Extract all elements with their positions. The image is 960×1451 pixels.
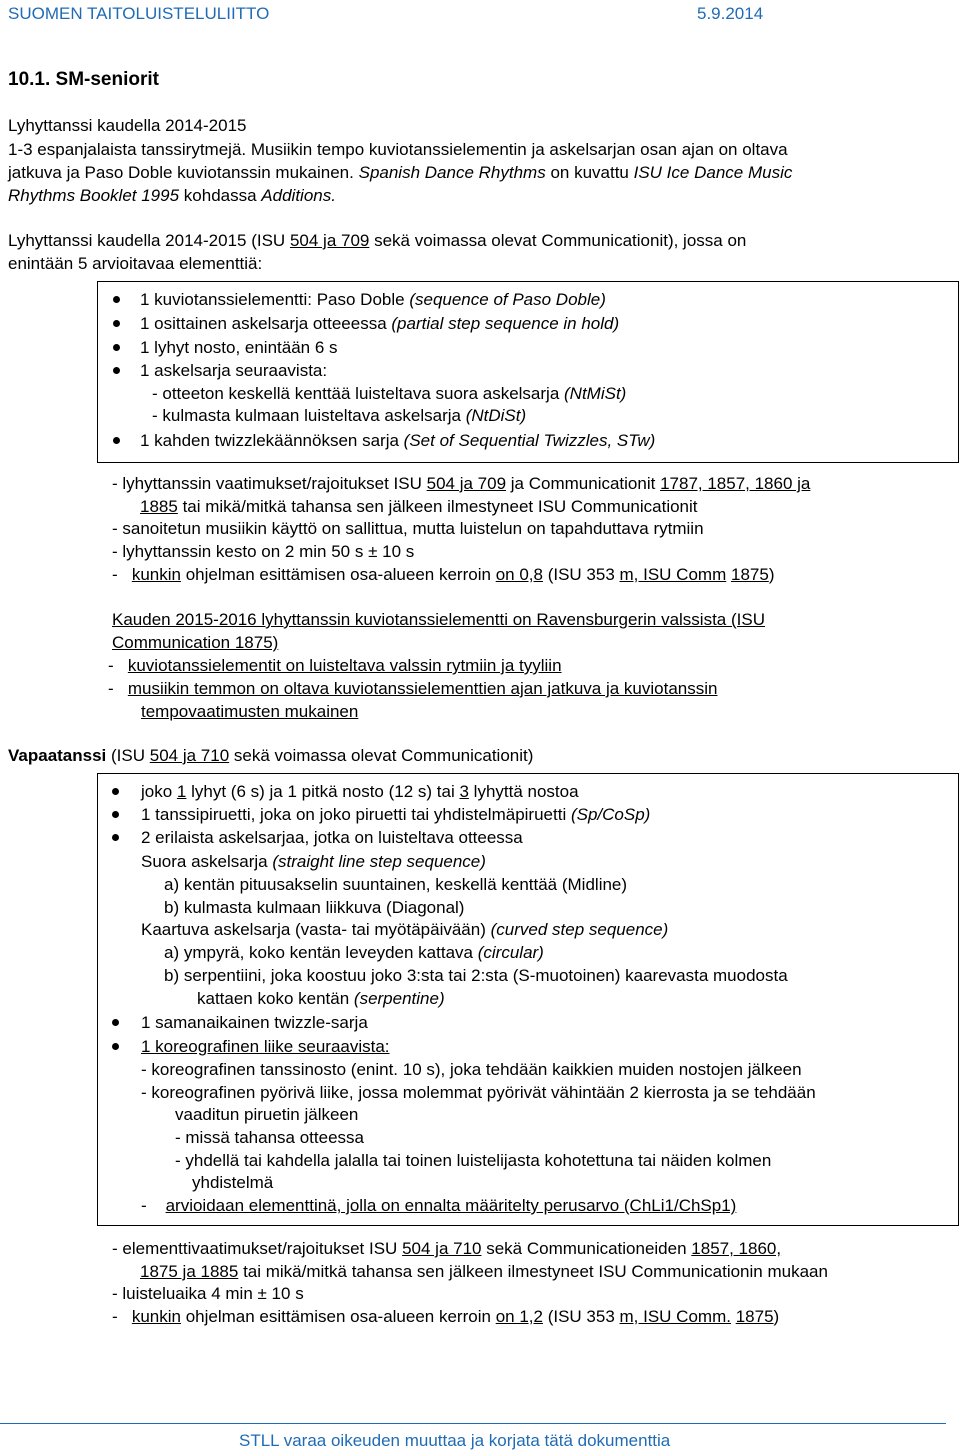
sd-item-5: 1 kahden twizzlekäännöksen sarja (Set of Sequential Twizzles, STw) — [140, 431, 656, 450]
fd-line-1: joko 1 lyhyt (6 s) ja 1 pitkä nosto (12 s) tai 3 lyhyttä nostoa — [141, 782, 579, 801]
sd-item-3: 1 lyhyt nosto, enintään 6 s — [140, 338, 338, 357]
bullet-icon — [112, 788, 119, 795]
sd-paragraph-1: Lyhyttanssi kaudella 2014-2015 (ISU 504 ja 709 sekä voimassa olevat Communicationit), jossa on — [8, 231, 747, 250]
sd-sub-1: - otteeton keskellä kenttää luisteltava suora askelsarja (NtMiSt) — [152, 384, 627, 403]
sd-sub-2: - kulmasta kulmaan luisteltava askelsarja (NtDiSt) — [152, 406, 527, 425]
intro-line-4: Rhythms Booklet 1995 kohdassa Additions. — [8, 186, 336, 205]
next-line-2: Communication 1875) — [112, 633, 279, 652]
fd-line-18: yhdistelmä — [192, 1173, 274, 1192]
next-line-3: - kuviotanssielementit on luisteltava valssin rytmiin ja tyyliin — [108, 656, 562, 675]
fd-line-4: Suora askelsarja (straight line step sequence) — [141, 852, 486, 871]
fd-line-5: a) kentän pituusakselin suuntainen, keskellä kenttää (Midline) — [164, 875, 628, 894]
fd-heading: Vapaatanssi (ISU 504 ja 710 sekä voimassa olevat Communicationit) — [8, 746, 534, 765]
bullet-icon — [113, 367, 120, 374]
fd-line-10: kattaen koko kentän (serpentine) — [197, 989, 445, 1008]
sd-paragraph-2: enintään 5 arvioitavaa elementtiä: — [8, 254, 263, 273]
bullet-icon — [112, 834, 119, 841]
intro-line-1: Lyhyttanssi kaudella 2014-2015 — [8, 116, 247, 135]
intro-line-2: 1-3 espanjalaista tanssirytmejä. Musiikin tempo kuviotanssielementin ja askelsarjan osan ajan on oltava — [8, 140, 788, 159]
req-line-1: - lyhyttanssin vaatimukset/rajoitukset ISU 504 ja 709 ja Communicationit 1787, 1857, 1860 ja — [112, 474, 811, 493]
fd-line-2: 1 tanssipiruetti, joka on joko piruetti tai yhdistelmäpiruetti (Sp/CoSp) — [141, 805, 651, 824]
bullet-icon — [113, 296, 120, 303]
sd-item-2: 1 osittainen askelsarja otteeessa (partial step sequence in hold) — [140, 314, 620, 333]
req-line-5: - kunkin ohjelman esittämisen osa-alueen kerroin on 0,8 (ISU 353 m, ISU Comm 1875) — [112, 565, 775, 584]
fdreq-line-1: - elementtivaatimukset/rajoitukset ISU 504 ja 710 sekä Communicationeiden 1857, 1860, — [112, 1239, 782, 1258]
next-line-4: - musiikin temmon on oltava kuviotanssielementtien ajan jatkuva ja kuviotanssin — [108, 679, 718, 698]
fdreq-line-2: 1875 ja 1885 tai mikä/mitkä tahansa sen jälkeen ilmestyneet ISU Communicationin mukaan — [140, 1262, 828, 1281]
intro-line-3: jatkuva ja Paso Doble kuviotanssin mukainen. Spanish Dance Rhythms on kuvattu ISU Ice Dance Music — [8, 163, 793, 182]
header-date: 5.9.2014 — [697, 4, 764, 23]
req-line-4: - lyhyttanssin kesto on 2 min 50 s ± 10 s — [112, 542, 415, 561]
header-org: SUOMEN TAITOLUISTELULIITTO — [8, 4, 270, 23]
fd-line-15: vaaditun piruetin jälkeen — [175, 1105, 359, 1124]
fdreq-line-3: - luisteluaika 4 min ± 10 s — [112, 1284, 304, 1303]
fd-line-9: b) serpentiini, joka koostuu joko 3:sta tai 2:sta (S-muotoinen) kaarevasta muodosta — [164, 966, 788, 985]
bullet-icon — [112, 811, 119, 818]
fdreq-line-4: - kunkin ohjelman esittämisen osa-alueen kerroin on 1,2 (ISU 353 m, ISU Comm. 1875) — [112, 1307, 780, 1326]
fd-line-6: b) kulmasta kulmaan liikkuva (Diagonal) — [164, 898, 465, 917]
section-title: 10.1. SM-seniorit — [8, 69, 159, 90]
fd-line-7: Kaartuva askelsarja (vasta- tai myötäpäivään) (curved step sequence) — [141, 920, 669, 939]
fd-line-16: - missä tahansa otteessa — [175, 1128, 364, 1147]
fd-line-12: 1 koreografinen liike seuraavista: — [141, 1037, 390, 1056]
fd-line-14: - koreografinen pyörivä liike, jossa molemmat pyörivät vähintään 2 kierrosta ja se tehdään — [141, 1083, 816, 1102]
bullet-icon — [113, 320, 120, 327]
bullet-icon — [112, 1019, 119, 1026]
fd-line-3: 2 erilaista askelsarjaa, jotka on luisteltava otteessa — [141, 828, 523, 847]
bullet-icon — [113, 344, 120, 351]
fd-line-17: - yhdellä tai kahdella jalalla tai toinen luistelijasta kohotettuna tai näiden kolmen — [175, 1151, 772, 1170]
fd-line-8: a) ympyrä, koko kentän leveyden kattava (circular) — [164, 943, 544, 962]
bullet-icon — [113, 437, 120, 444]
footer-divider — [0, 1423, 946, 1424]
req-line-2: 1885 tai mikä/mitkä tahansa sen jälkeen ilmestyneet ISU Communicationit — [140, 497, 698, 516]
fd-line-11: 1 samanaikainen twizzle-sarja — [141, 1013, 368, 1032]
fd-line-13: - koreografinen tanssinosto (enint. 10 s), joka tehdään kaikkien muiden nostojen jälkeen — [141, 1060, 802, 1079]
sd-item-1: 1 kuviotanssielementti: Paso Doble (sequence of Paso Doble) — [140, 290, 606, 309]
fd-line-19: - arvioidaan elementtinä, jolla on ennalta määritelty perusarvo (ChLi1/ChSp1) — [141, 1196, 737, 1215]
sd-item-4: 1 askelsarja seuraavista: — [140, 361, 328, 380]
footer-text: STLL varaa oikeuden muuttaa ja korjata tätä dokumenttia — [239, 1431, 671, 1450]
bullet-icon — [112, 1043, 119, 1050]
next-line-5: tempovaatimusten mukainen — [141, 702, 359, 721]
next-line-1: Kauden 2015-2016 lyhyttanssin kuviotanssielementti on Ravensburgerin valssista (ISU — [112, 610, 765, 629]
req-line-3: - sanoitetun musiikin käyttö on sallittua, mutta luistelun on tapahduttava rytmiin — [112, 519, 704, 538]
